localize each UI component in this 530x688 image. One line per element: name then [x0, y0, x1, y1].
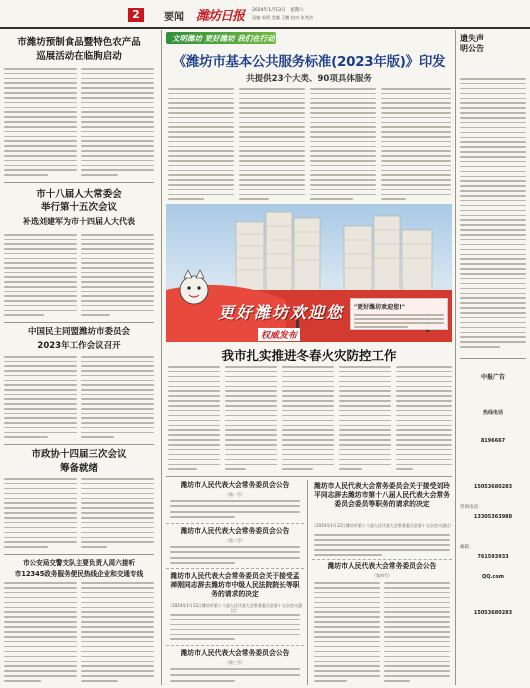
notice-number: （第一号）: [225, 492, 245, 497]
ad-phone: 13305363988: [473, 514, 513, 520]
notice-body: [314, 582, 380, 682]
page-number-badge: 2: [128, 8, 144, 22]
fire-headline: 我市扎实推进冬春火灾防控工作: [221, 348, 397, 363]
notice-title: 潍坊市人民代表大会常务委员会关于接受刘玲平同志辞去潍坊市第十八届人民代表大会常务委员会委员等职务的请求的决定: [314, 482, 450, 509]
divider: [4, 322, 154, 323]
editor-line: 责编 周勇 美编 王鹏 校对 朱秀杰: [252, 15, 314, 20]
article-body: [81, 68, 154, 176]
notice-title: 潍坊市人民代表大会常务委员会公告: [180, 649, 290, 657]
ad-phone: 15053680283: [473, 610, 513, 616]
notice-body: [170, 500, 300, 518]
paper-name: 潍坊日报: [196, 9, 245, 24]
divider: [4, 182, 154, 183]
ad-phone: 15053680283: [473, 484, 513, 490]
ad-label: 邮箱：: [460, 545, 474, 550]
left-column: [0, 30, 160, 688]
notice-title: 潍坊市人民代表大会常务委员会公告: [327, 562, 437, 570]
notice-number: （第三号）: [225, 660, 245, 665]
feature-body: [168, 88, 234, 200]
issue-date: 2024年1月13日: [252, 8, 286, 13]
fire-body: [396, 366, 452, 470]
ad-email: QQ.com: [481, 574, 504, 580]
fire-body: [225, 366, 277, 470]
article-title: 市公安局交警支队主要负责人周六接听 市12345政务服务便民热线企业和交通专线: [14, 559, 144, 578]
divider: [166, 476, 452, 477]
masthead: [0, 0, 530, 28]
notice-divider: [166, 523, 304, 524]
ad-phone: 761593933: [477, 554, 509, 560]
column-rule: [161, 30, 162, 685]
notice-divider: [312, 559, 452, 560]
notice-title: 潍坊市人民代表大会常务委员会关于接受孟禅刚同志辞去潍坊市中级人民法院院长等职务的请求的决定: [170, 572, 300, 599]
notice-divider: [166, 645, 304, 646]
photo-brand: 权威发布: [258, 328, 300, 341]
fire-body: [168, 366, 220, 470]
ad-box: [460, 364, 526, 682]
notice-date: （2024年1月12日潍坊市第十八届人民代表大会常务委员会第十五次会议通过）: [312, 523, 454, 528]
ad-sub: 热线电话: [482, 410, 503, 416]
ad-header: 中报广告: [480, 374, 505, 381]
caption-body: [354, 314, 444, 328]
feature-banner: [166, 31, 452, 45]
article-body: [4, 234, 77, 316]
notice-body: [170, 614, 300, 640]
photo-caption-box: [350, 298, 448, 330]
article-title: 市十八届人大常委会 举行第十五次会议 补选刘建军为市十四届人大代表: [23, 189, 135, 226]
notice-number: （第四号）: [372, 573, 392, 578]
divider: [460, 358, 526, 359]
notice-body: [170, 668, 300, 682]
feature-body: [239, 88, 305, 200]
photo-sign-text: 更好潍坊欢迎您: [218, 303, 345, 322]
column-rule: [455, 30, 456, 685]
article-body: [4, 478, 77, 548]
notice-body: [314, 534, 450, 556]
ad-label: 咨询电话：: [460, 505, 483, 510]
feature-headline: 《潍坊市基本公共服务标准(2023年版)》印发: [172, 54, 446, 70]
feature-body: [310, 88, 376, 200]
notice-body: [170, 546, 300, 564]
article-body: [81, 478, 154, 548]
banner-slogan: 文明潍坊 更好潍坊 我们在行动: [172, 34, 275, 43]
fire-body: [282, 366, 334, 470]
masthead-rule: [0, 27, 530, 29]
notice-body: [384, 582, 450, 682]
notice-title: 潍坊市人民代表大会常务委员会公告: [180, 527, 290, 535]
article-body: [81, 356, 154, 438]
article-title: 中国民主同盟潍坊市委员会 2023年工作会议召开: [27, 327, 130, 351]
column-rule: [307, 480, 308, 685]
notice-number: （第二号）: [225, 538, 245, 543]
classified-listings: [460, 78, 526, 348]
article-body: [4, 582, 77, 682]
article-body: [4, 356, 77, 438]
notice-date: （2024年1月12日潍坊市第十八届人民代表大会常务委员会第十五次会议通过）: [168, 603, 302, 613]
article-body: [81, 234, 154, 316]
article-body: [81, 582, 154, 682]
article-title: 市潍坊预制食品暨特色农产品 巡展活动在临朐启动: [17, 37, 141, 62]
fire-body: [339, 366, 391, 470]
lost-notice-title: 遗失声明公告: [460, 34, 484, 54]
photo-caption: "更好潍坊欢迎您!": [354, 304, 405, 311]
divider: [4, 444, 154, 445]
article-body: [4, 68, 77, 176]
section-name: 要闻: [164, 12, 184, 23]
article-title: 市政协十四届三次会议 筹备就绪: [31, 449, 127, 474]
feature-subheadline: 共提供23个大类、90项具体服务: [246, 74, 372, 84]
divider: [4, 554, 154, 555]
notice-divider: [166, 568, 304, 569]
notice-title: 潍坊市人民代表大会常务委员会公告: [180, 481, 290, 489]
feature-photo: [166, 204, 452, 342]
ad-phone: 8196667: [480, 438, 506, 444]
issue-weekday: 星期六: [290, 8, 304, 13]
feature-body: [381, 88, 451, 200]
